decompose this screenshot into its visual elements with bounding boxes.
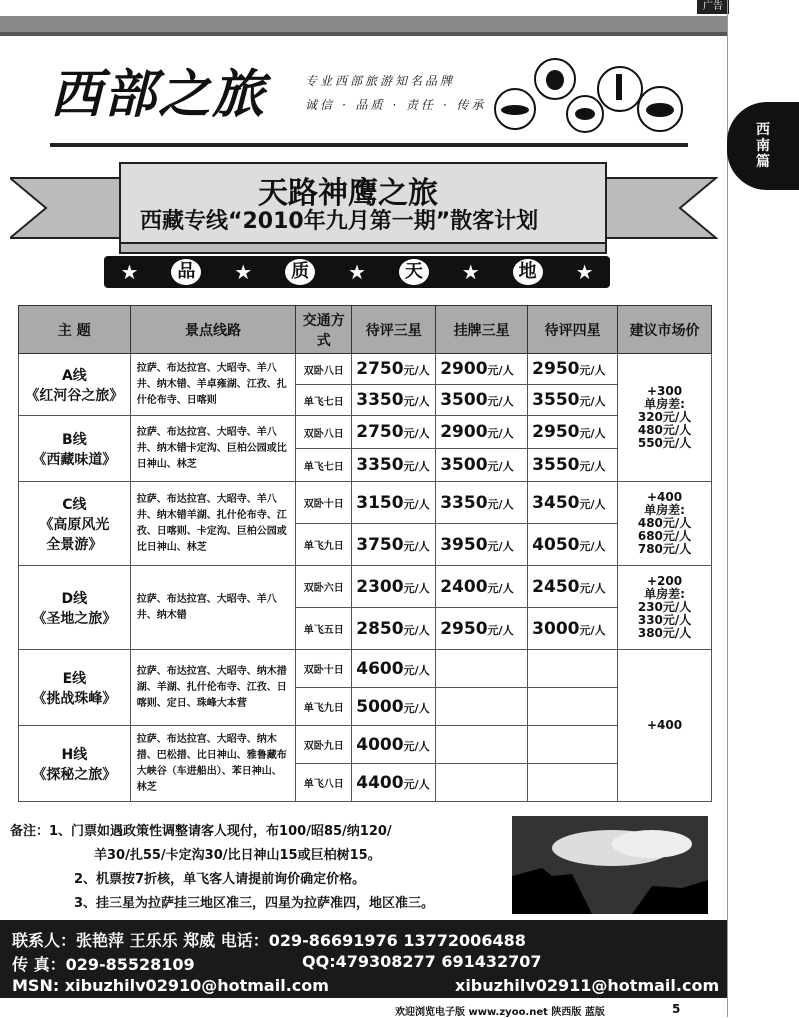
- star-icon: ★: [575, 260, 594, 284]
- price-cell: 4400元/人: [352, 764, 436, 802]
- header: [0, 40, 727, 140]
- quality-char: 地: [513, 259, 543, 285]
- price-cell: [436, 650, 528, 688]
- route-spots: 拉萨、布达拉宫、大昭寺、羊八井、纳木错、羊卓雍湖、江孜、扎什伦布寺、日喀则: [130, 354, 296, 416]
- price-cell: 2450元/人: [528, 566, 618, 608]
- transport-mode: 单飞五日: [296, 608, 352, 650]
- price-cell: 2950元/人: [528, 354, 618, 385]
- price-cell: 3950元/人: [436, 524, 528, 566]
- col-header: 主 题: [19, 306, 131, 354]
- price-cell: 2400元/人: [436, 566, 528, 608]
- price-table: [18, 305, 712, 802]
- market-price: +300 单房差: 320元/人 480元/人 550元/人: [618, 354, 712, 482]
- quality-char: 质: [285, 259, 315, 285]
- transport-mode: 单飞九日: [296, 524, 352, 566]
- route-theme: B线 《西藏味道》: [19, 416, 131, 482]
- price-cell: 3550元/人: [528, 449, 618, 482]
- logo: 西部之旅: [50, 64, 267, 125]
- table-header-row: [19, 306, 712, 354]
- note-line: 3、挂三星为拉萨挂三地区准三，四星为拉萨准四，地区准三。: [74, 896, 435, 911]
- price-cell: 2950元/人: [436, 608, 528, 650]
- notes: [10, 820, 510, 916]
- col-header: 挂牌三星: [436, 306, 528, 354]
- star-icon: ★: [461, 260, 480, 284]
- fax-line: 传 真：029-85528109: [12, 955, 195, 974]
- price-cell: 3450元/人: [528, 482, 618, 524]
- star-icon: ★: [120, 260, 139, 284]
- price-cell: 3750元/人: [352, 524, 436, 566]
- banner-title: 天路神鹰之旅: [258, 176, 438, 211]
- price-cell: 2850元/人: [352, 608, 436, 650]
- col-header: 建议市场价: [618, 306, 712, 354]
- transport-mode: 双卧八日: [296, 354, 352, 385]
- price-cell: 2750元/人: [352, 416, 436, 449]
- contact-panel: [0, 920, 727, 998]
- col-header: 景点线路: [130, 306, 296, 354]
- col-header: 交通方式: [296, 306, 352, 354]
- price-cell: 5000元/人: [352, 688, 436, 726]
- transport-mode: 单飞七日: [296, 449, 352, 482]
- grey-band-dark: [0, 32, 727, 36]
- note-line: 1、门票如遇政策性调整请客人现付，布100/昭85/纳120/: [49, 824, 392, 839]
- price-cell: [436, 726, 528, 764]
- price-cell: [528, 726, 618, 764]
- table-row: [19, 566, 712, 608]
- price-cell: [436, 764, 528, 802]
- price-cell: [528, 764, 618, 802]
- footer: [0, 1000, 727, 1017]
- price-cell: 4600元/人: [352, 650, 436, 688]
- route-spots: 拉萨、布达拉宫、大昭寺、纳木措湖、羊湖、扎什伦布寺、江孜、日喀则、定日、珠峰大本营: [130, 650, 296, 726]
- price-cell: 4050元/人: [528, 524, 618, 566]
- animal-emblems-icon: [490, 54, 690, 134]
- price-cell: 2950元/人: [528, 416, 618, 449]
- sky-photo: [512, 816, 708, 914]
- route-spots: 拉萨、布达拉宫、大昭寺、羊八井、纳木错: [130, 566, 296, 650]
- qq-line: QQ:479308277 691432707: [302, 952, 542, 971]
- footer-text: 欢迎浏览电子版 www.zyoo.net 陕西版 蓝版: [395, 1007, 605, 1018]
- market-price: +400 单房差: 480元/人 680元/人 780元/人: [618, 482, 712, 566]
- col-header: 待评三星: [352, 306, 436, 354]
- route-spots: 拉萨、布达拉宫、大昭寺、羊八井、纳木错羊湖、扎什伦布寺、江孜、日喀则、卡定沟、巨柏公园或比日神山、林芝: [130, 482, 296, 566]
- price-cell: 3350元/人: [352, 449, 436, 482]
- quality-strip: [104, 256, 610, 288]
- route-spots: 拉萨、布达拉宫、大昭寺、羊八井、纳木错卡定沟、巨柏公园或比日神山、林芝: [130, 416, 296, 482]
- msn-line: MSN: xibuzhilv02910@hotmail.com: [12, 976, 329, 995]
- transport-mode: 双卧十日: [296, 482, 352, 524]
- price-cell: 2900元/人: [436, 354, 528, 385]
- transport-mode: 单飞八日: [296, 764, 352, 802]
- price-cell: [528, 688, 618, 726]
- price-cell: [528, 650, 618, 688]
- price-cell: 2300元/人: [352, 566, 436, 608]
- market-price: +400: [618, 650, 712, 802]
- notes-label: 备注：: [10, 824, 50, 839]
- table-row: [19, 650, 712, 688]
- market-price: +200 单房差: 230元/人 330元/人 380元/人: [618, 566, 712, 650]
- route-theme: D线 《圣地之旅》: [19, 566, 131, 650]
- table-row: [19, 726, 712, 764]
- msn-line-2: xibuzhilv02911@hotmail.com: [455, 976, 720, 995]
- page-number: 5: [672, 1002, 681, 1016]
- banner-subtitle: 西藏专线“2010年九月第一期”散客计划: [140, 209, 539, 234]
- route-spots: 拉萨、布达拉宫、大昭寺、纳木措、巴松措、比日神山、雅鲁藏布大峡谷（车进船出）、苯日神山、林芝: [130, 726, 296, 802]
- price-cell: 4000元/人: [352, 726, 436, 764]
- side-tab: [727, 102, 799, 190]
- note-line: 羊30/扎55/卡定沟30/比日神山15或巨柏树15。: [94, 848, 381, 863]
- note-line: 2、机票按7折核，单飞客人请提前询价确定价格。: [74, 872, 366, 887]
- price-cell: 3500元/人: [436, 385, 528, 416]
- col-header: 待评四星: [528, 306, 618, 354]
- price-cell: 3350元/人: [436, 482, 528, 524]
- transport-mode: 单飞九日: [296, 688, 352, 726]
- transport-mode: 双卧十日: [296, 650, 352, 688]
- star-icon: ★: [348, 260, 366, 284]
- price-cell: 2750元/人: [352, 354, 436, 385]
- quality-char: 天: [399, 259, 429, 285]
- route-theme: C线 《高原风光 全景游》: [19, 482, 131, 566]
- price-cell: [436, 688, 528, 726]
- quality-char: 品: [171, 259, 201, 285]
- slogan-primary: 专业西部旅游知名品牌: [305, 74, 456, 88]
- transport-mode: 双卧八日: [296, 416, 352, 449]
- price-cell: 3350元/人: [352, 385, 436, 416]
- price-cell: 3150元/人: [352, 482, 436, 524]
- header-rule: [50, 143, 688, 147]
- route-theme: E线 《挑战珠峰》: [19, 650, 131, 726]
- side-tab-char: 南: [756, 138, 770, 154]
- contact-line: 联系人：张艳萍 王乐乐 郑威 电话：029-86691976 13772006488: [12, 931, 526, 950]
- price-cell: 2900元/人: [436, 416, 528, 449]
- top-bar: [0, 0, 799, 14]
- price-cell: 3000元/人: [528, 608, 618, 650]
- price-cell: 3550元/人: [528, 385, 618, 416]
- transport-mode: 双卧六日: [296, 566, 352, 608]
- transport-mode: 单飞七日: [296, 385, 352, 416]
- side-tab-char: 篇: [756, 154, 770, 170]
- route-theme: A线 《红河谷之旅》: [19, 354, 131, 416]
- slogan-secondary: 诚信 · 品质 · 责任 · 传承: [305, 98, 487, 112]
- transport-mode: 双卧九日: [296, 726, 352, 764]
- table-row: [19, 416, 712, 449]
- route-theme: H线 《探秘之旅》: [19, 726, 131, 802]
- price-cell: 3500元/人: [436, 449, 528, 482]
- ad-label: 广告: [697, 0, 729, 14]
- table-row: [19, 482, 712, 524]
- grey-band: [0, 16, 727, 32]
- table-row: [19, 354, 712, 385]
- star-icon: ★: [234, 260, 253, 284]
- side-tab-char: 西: [756, 122, 770, 138]
